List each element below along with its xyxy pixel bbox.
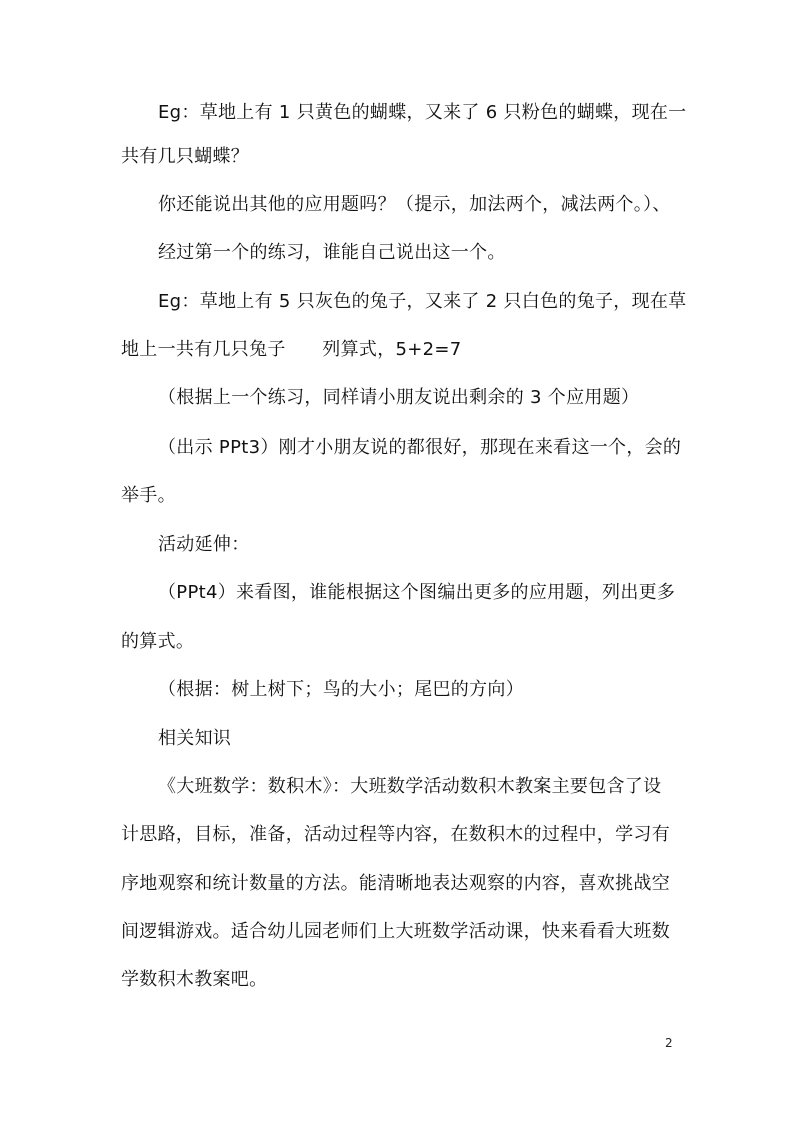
text-line: 经过第一个的练习，谁能自己说出这一个。 [158, 242, 506, 263]
text-line: 计思路，目标，准备，活动过程等内容，在数积木的过程中，学习有 [121, 824, 670, 845]
text-line: 《大班数学：数积木》：大班数学活动数积木教案主要包含了设 [158, 776, 662, 797]
text-line: 共有几只蝴蝶？ [121, 146, 250, 167]
text-line: 学数积木教案吧。 [121, 969, 268, 990]
section-heading: 活动延伸： [158, 534, 250, 555]
text-line: （根据上一个练习，同样请小朋友说出剩余的 3 个应用题） [158, 387, 640, 408]
page-number: 2 [665, 1036, 673, 1050]
text-line: （PPt4）来看图，谁能根据这个图编出更多的应用题，列出更多 [158, 582, 676, 603]
text-line: Eg：草地上有 5 只灰色的兔子，又来了 2 只白色的兔子，现在草 [158, 291, 687, 312]
text-line: 间逻辑游戏。适合幼儿园老师们上大班数学活动课，快来看看大班数 [121, 921, 670, 942]
text-line: 你还能说出其他的应用题吗？（提示，加法两个，减法两个。）、 [158, 194, 671, 215]
text-line: （根据：树上树下；鸟的大小；尾巴的方向） [158, 679, 524, 700]
text-line: （出示 PPt3）刚才小朋友说的都很好，那现在来看这一个，会的 [158, 437, 682, 458]
text-line: 的算式。 [121, 631, 195, 652]
text-line: Eg：草地上有 1 只黄色的蝴蝶，又来了 6 只粉色的蝴蝶，现在一 [158, 102, 687, 123]
text-line: 地上一共有几只兔子 列算式，5+2=7 [121, 339, 462, 360]
text-line: 举手。 [121, 485, 176, 506]
text-line: 序地观察和统计数量的方法。能清晰地表达观察的内容，喜欢挑战空 [121, 873, 670, 894]
section-heading: 相关知识 [158, 728, 232, 749]
